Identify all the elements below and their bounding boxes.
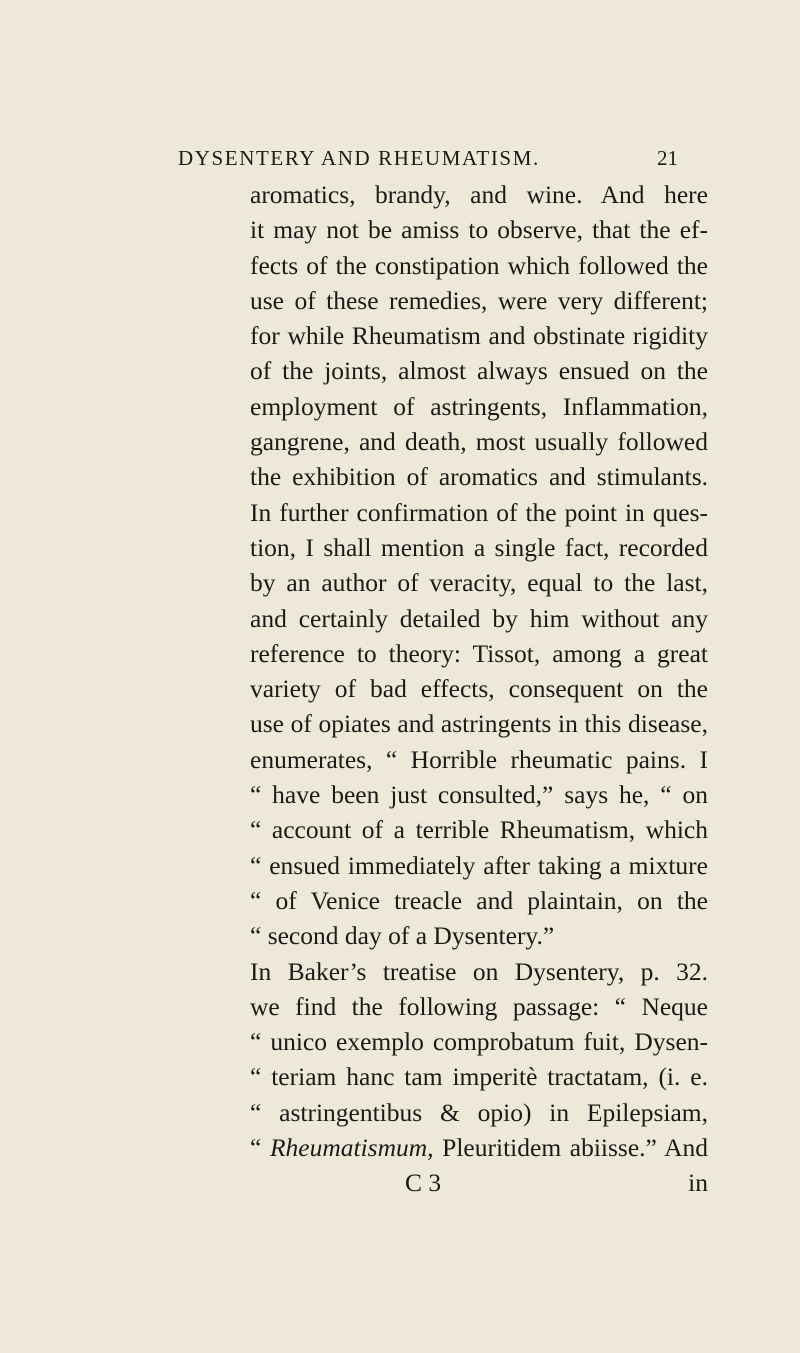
text-line: “ teriam hanc tam imperitè tractatam, (i. e. — [250, 1062, 708, 1092]
text-line: of the joints, almost always ensued on the — [250, 356, 708, 386]
text-line: use of opiates and astringents in this disease, — [250, 709, 708, 739]
text-line: “ unico exemplo comprobatum fuit, Dysen- — [250, 1027, 708, 1057]
text-fragment: Pleuritidem abiisse.” And — [433, 1133, 708, 1163]
text-line-with-italic — [250, 1130, 708, 1165]
text-line: “ have been just consulted,” says he, “ on — [250, 780, 708, 810]
running-header — [178, 146, 678, 180]
text-line: “ ensued immediately after taking a mixture — [250, 850, 708, 880]
text-line: reference to theory: Tissot, among a great — [250, 638, 708, 668]
text-line: variety of bad effects, consequent on the — [250, 674, 708, 704]
quote-mark: “ — [250, 1133, 270, 1163]
text-line: it may not be amiss to observe, that the ef- — [250, 215, 708, 245]
text-line: the exhibition of aromatics and stimulants. — [250, 462, 708, 492]
text-line: gangrene, and death, most usually followed — [250, 427, 708, 457]
signature-mark: C 3 — [405, 1168, 442, 1198]
text-line: “ second day of a Dysentery.” — [250, 921, 555, 951]
running-title: DYSENTERY AND RHEUMATISM. — [178, 146, 540, 170]
body-text — [250, 177, 708, 1201]
page-number: 21 — [657, 146, 678, 170]
catchword: in — [688, 1168, 708, 1198]
text-line: by an author of veracity, equal to the last, — [250, 568, 708, 598]
text-line: enumerates, “ Horrible rheumatic pains. I — [250, 744, 708, 774]
text-line: In further confirmation of the point in ques- — [250, 497, 708, 527]
footer-line — [250, 1165, 708, 1200]
italic-word: Rheumatismum, — [269, 1133, 434, 1163]
text-line: use of these remedies, were very different; — [250, 285, 708, 315]
text-line: aromatics, brandy, and wine. And here — [250, 180, 708, 209]
text-line: “ of Venice treacle and plaintain, on the — [250, 885, 708, 915]
text-line: tion, I shall mention a single fact, recorded — [250, 532, 708, 562]
text-line: employment of astringents, Inflammation, — [250, 391, 708, 421]
text-line: In Baker’s treatise on Dysentery, p. 32. — [250, 956, 708, 986]
text-line: “ astringentibus & opio) in Epilepsiam, — [250, 1097, 708, 1127]
text-line: we find the following passage: “ Neque — [250, 991, 708, 1021]
text-line: fects of the constipation which followed the — [250, 250, 708, 280]
text-line: and certainly detailed by him without any — [250, 603, 708, 633]
text-line: for while Rheumatism and obstinate rigidity — [250, 321, 708, 351]
text-line: “ account of a terrible Rheumatism, which — [250, 815, 708, 845]
